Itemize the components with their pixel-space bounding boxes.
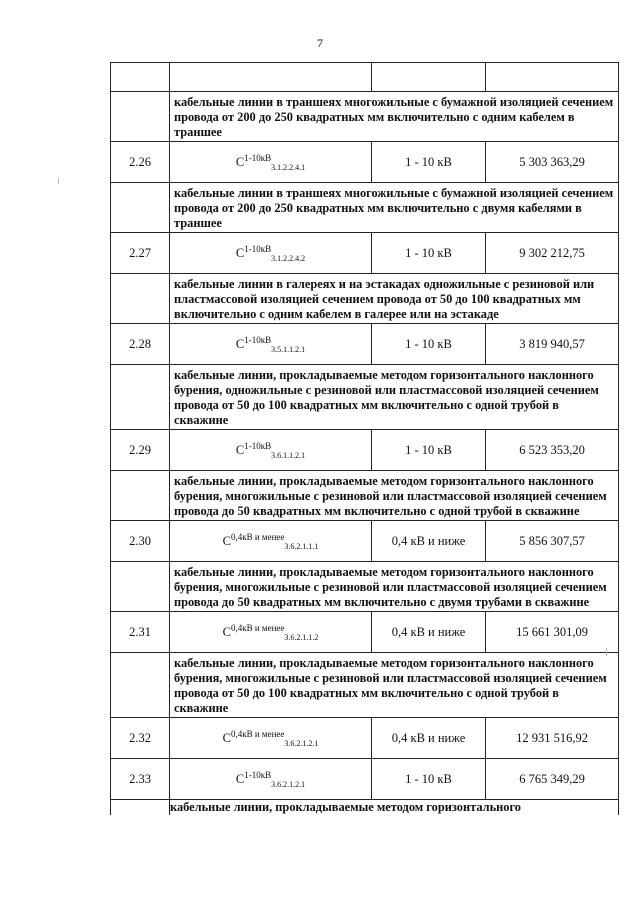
row-code bbox=[170, 612, 372, 653]
table-row bbox=[111, 718, 619, 759]
code-superscript: 1-10кВ bbox=[244, 334, 272, 345]
table-header-empty-row bbox=[111, 63, 619, 92]
code-base: C bbox=[222, 730, 231, 745]
table-row bbox=[111, 430, 619, 471]
row-number: 2.28 bbox=[111, 324, 170, 365]
row-description: кабельные линии, прокладываемые методом горизонтального наклонного бурения, многожильные с резиновой или пластмассовой изоляцией сечением провода до 50 квадратных мм включительно с одной трубой в скважине bbox=[170, 471, 619, 521]
code-subscript: 3.6.1.1.2.1 bbox=[271, 450, 306, 460]
description-row bbox=[111, 92, 619, 142]
code-superscript: 0,4кВ и менее bbox=[230, 728, 285, 739]
row-number: 2.30 bbox=[111, 521, 170, 562]
code-subscript: 3.6.2.1.2.1 bbox=[284, 738, 319, 748]
table-row bbox=[111, 612, 619, 653]
row-description: кабельные линии, прокладываемые методом горизонтального наклонного бурения, многожильные с резиновой или пластмассовой изоляцией сечением провода от 50 до 100 квадратных мм включительно с одной трубой в скважине bbox=[170, 653, 619, 718]
table-row bbox=[111, 759, 619, 800]
row-voltage: 0,4 кВ и ниже bbox=[372, 718, 486, 759]
code-base: C bbox=[235, 154, 245, 169]
empty-num-cell bbox=[111, 274, 170, 324]
code-subscript: 3.1.2.2.4.2 bbox=[271, 253, 306, 263]
row-voltage: 0,4 кВ и ниже bbox=[372, 612, 486, 653]
table-row bbox=[111, 521, 619, 562]
code-superscript: 0,4кВ и менее bbox=[230, 531, 285, 542]
row-description: кабельные линии в траншеях многожильные с бумажной изоляцией сечением провода от 200 до 250 квадратных мм включительно с одним кабелем в траншее bbox=[170, 92, 619, 142]
row-number: 2.32 bbox=[111, 718, 170, 759]
code-subscript: 3.6.2.1.2.1 bbox=[271, 779, 306, 789]
row-price: 5 856 307,57 bbox=[486, 521, 619, 562]
row-price: 12 931 516,92 bbox=[486, 718, 619, 759]
description-row bbox=[111, 471, 619, 521]
empty-num-cell bbox=[111, 800, 170, 816]
row-code bbox=[170, 759, 372, 800]
description-row bbox=[111, 365, 619, 430]
row-voltage: 1 - 10 кВ bbox=[372, 430, 486, 471]
code-base: C bbox=[235, 771, 245, 786]
empty-num-cell bbox=[111, 653, 170, 718]
description-row bbox=[111, 562, 619, 612]
empty-num-cell bbox=[111, 562, 170, 612]
row-voltage: 1 - 10 кВ bbox=[372, 142, 486, 183]
code-base: C bbox=[222, 624, 231, 639]
row-price: 5 303 363,29 bbox=[486, 142, 619, 183]
row-description: кабельные линии, прокладываемые методом горизонтального наклонного бурения, многожильные с резиновой или пластмассовой изоляцией сечением провода до 50 квадратных мм включительно с двумя трубами в скважине bbox=[170, 562, 619, 612]
row-description: кабельные линии в траншеях многожильные с бумажной изоляцией сечением провода от 200 до 250 квадратных мм включительно с двумя кабелями в траншее bbox=[170, 183, 619, 233]
row-description: кабельные линии в галереях и на эстакадах одножильные с резиновой или пластмассовой изоляцией сечением провода от 50 до 100 квадратных мм включительно с одним кабелем в галерее или на эстакаде bbox=[170, 274, 619, 324]
code-base: C bbox=[235, 442, 245, 457]
table-row bbox=[111, 233, 619, 274]
margin-mark bbox=[606, 648, 607, 656]
code-subscript: 3.6.2.1.1.1 bbox=[284, 541, 319, 551]
row-code bbox=[170, 430, 372, 471]
row-description: кабельные линии, прокладываемые методом горизонтального наклонного бурения, одножильные с резиновой или пластмассовой изоляцией сечением провода от 50 до 100 квадратных мм включительно с одной трубой в скважине bbox=[170, 365, 619, 430]
table-row bbox=[111, 142, 619, 183]
margin-mark bbox=[58, 178, 59, 184]
row-code bbox=[170, 718, 372, 759]
row-price: 9 302 212,75 bbox=[486, 233, 619, 274]
row-voltage: 0,4 кВ и ниже bbox=[372, 521, 486, 562]
row-code bbox=[170, 233, 372, 274]
code-base: C bbox=[235, 245, 245, 260]
row-number: 2.27 bbox=[111, 233, 170, 274]
row-code bbox=[170, 324, 372, 365]
empty-num-cell bbox=[111, 92, 170, 142]
code-base: C bbox=[222, 533, 231, 548]
row-voltage: 1 - 10 кВ bbox=[372, 324, 486, 365]
code-subscript: 3.5.1.1.2.1 bbox=[271, 344, 306, 354]
row-description: кабельные линии, прокладываемые методом горизонтального bbox=[170, 800, 619, 816]
description-row bbox=[111, 183, 619, 233]
code-superscript: 1-10кВ bbox=[244, 769, 272, 780]
description-row bbox=[111, 800, 619, 816]
empty-num-cell bbox=[111, 183, 170, 233]
code-superscript: 1-10кВ bbox=[244, 243, 272, 254]
row-price: 3 819 940,57 bbox=[486, 324, 619, 365]
description-row bbox=[111, 274, 619, 324]
tariff-table bbox=[110, 62, 619, 815]
code-superscript: 1-10кВ bbox=[244, 440, 272, 451]
page-number: 7 bbox=[317, 36, 323, 50]
empty-num-cell bbox=[111, 365, 170, 430]
row-number: 2.26 bbox=[111, 142, 170, 183]
row-code bbox=[170, 142, 372, 183]
code-base: C bbox=[235, 336, 245, 351]
code-subscript: 3.6.2.1.1.2 bbox=[284, 632, 319, 642]
row-price: 15 661 301,09 bbox=[486, 612, 619, 653]
row-voltage: 1 - 10 кВ bbox=[372, 233, 486, 274]
empty-num-cell bbox=[111, 471, 170, 521]
row-voltage: 1 - 10 кВ bbox=[372, 759, 486, 800]
code-superscript: 0,4кВ и менее bbox=[230, 622, 285, 633]
row-price: 6 523 353,20 bbox=[486, 430, 619, 471]
code-subscript: 3.1.2.2.4.1 bbox=[271, 162, 306, 172]
row-number: 2.33 bbox=[111, 759, 170, 800]
table-row bbox=[111, 324, 619, 365]
description-row bbox=[111, 653, 619, 718]
row-code bbox=[170, 521, 372, 562]
row-number: 2.31 bbox=[111, 612, 170, 653]
row-number: 2.29 bbox=[111, 430, 170, 471]
row-price: 6 765 349,29 bbox=[486, 759, 619, 800]
code-superscript: 1-10кВ bbox=[244, 152, 272, 163]
